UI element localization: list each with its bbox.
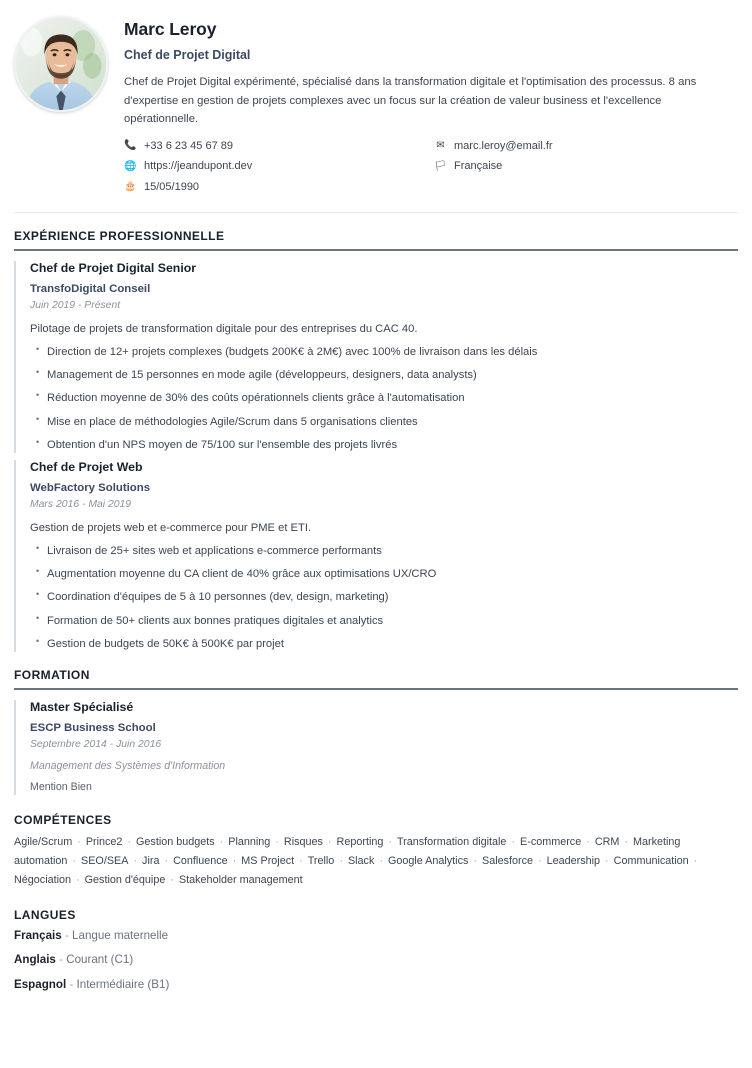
- skill-separator: ·: [161, 854, 172, 867]
- language-name: Anglais: [14, 953, 56, 967]
- list-item: • Livraison de 25+ sites web et applications e-commerce performants: [30, 543, 738, 559]
- skill-item: Négociation: [14, 874, 72, 887]
- contact-email-value: marc.leroy@email.fr: [454, 140, 553, 153]
- language-level: Langue maternelle: [72, 929, 169, 943]
- list-item: • Coordination d'équipes de 5 à 10 personnes (dev, design, marketing): [30, 589, 738, 605]
- education-degree: Master Spécialisé: [30, 700, 134, 715]
- email-icon: ✉: [436, 140, 445, 152]
- skill-separator: ·: [229, 854, 240, 867]
- globe-icon: 🌐: [124, 160, 137, 172]
- language-level: Courant (C1): [66, 953, 134, 967]
- list-item: [14, 977, 738, 992]
- education-entry: [14, 700, 738, 795]
- section-title-education: FORMATION: [14, 668, 90, 683]
- list-item: [14, 928, 738, 943]
- education-dates: Septembre 2014 - Juin 2016: [30, 738, 162, 750]
- skill-item: Gestion d'équipe: [84, 874, 166, 887]
- skill-separator: ·: [470, 854, 480, 867]
- experience-description: Pilotage de projets de transformation digitale pour des entreprises du CAC 40.: [30, 323, 418, 336]
- skill-item: Salesforce: [482, 854, 534, 867]
- skill-item: SEO/SEA: [81, 854, 129, 867]
- list-item: • Réduction moyenne de 30% des coûts opérationnels clients grâce à l'automatisation: [30, 390, 738, 406]
- skill-item: Slack: [347, 854, 375, 867]
- skill-item: Stakeholder management: [178, 874, 303, 887]
- birthday-icon: 🎂: [124, 180, 137, 192]
- list-item: • Gestion de budgets de 50K€ à 500K€ par projet: [30, 636, 738, 652]
- skill-item: Risques: [283, 835, 323, 848]
- skill-item: Marketing automation: [14, 835, 681, 867]
- page-title: Marc Leroy: [124, 19, 217, 39]
- resume-header: [14, 0, 738, 204]
- skill-separator: ·: [508, 835, 519, 848]
- skill-item: MS Project: [241, 854, 295, 867]
- contact-website[interactable]: [124, 159, 434, 173]
- experience-description: Gestion de projets web et e-commerce pour PME et ETI.: [30, 522, 312, 535]
- list-item: • Augmentation moyenne du CA client de 40% grâce aux optimisations UX/CRO: [30, 566, 738, 582]
- phone-icon: 📞: [124, 140, 137, 152]
- education-school: ESCP Business School: [30, 721, 156, 734]
- section-rule-experience: [14, 249, 738, 251]
- experience-company: WebFactory Solutions: [30, 481, 151, 494]
- header-divider: [14, 212, 738, 213]
- skill-item: Reporting: [336, 835, 384, 848]
- list-item: • Mise en place de méthodologies Agile/Scrum dans 5 organisations clientes: [30, 414, 738, 430]
- contact-email[interactable]: [434, 139, 738, 153]
- language-name: Espagnol: [14, 977, 67, 991]
- job-title: Chef de Projet Digital: [124, 48, 251, 63]
- skill-separator: ·: [376, 854, 386, 867]
- skill-separator: ·: [74, 835, 84, 848]
- contact-nationality: [434, 159, 738, 173]
- section-rule-education: [14, 688, 738, 690]
- language-separator: -: [69, 977, 74, 991]
- skill-separator: ·: [690, 854, 698, 867]
- avatar: [14, 16, 108, 112]
- skill-item: Gestion budgets: [136, 835, 215, 848]
- experience-role: Chef de Projet Digital Senior: [30, 261, 197, 276]
- language-separator: -: [59, 953, 63, 967]
- skill-separator: ·: [535, 854, 545, 867]
- skill-separator: ·: [621, 835, 632, 848]
- skill-separator: ·: [216, 835, 227, 848]
- skills-list: [14, 833, 734, 891]
- skill-separator: ·: [73, 874, 83, 887]
- skill-item: Jira: [142, 854, 160, 867]
- list-item: • Obtention d'un NPS moyen de 75/100 sur l'ensemble des projets livrés: [30, 437, 738, 453]
- experience-entry: [14, 460, 738, 652]
- skill-item: Leadership: [546, 854, 601, 867]
- skill-item: Agile/Scrum: [14, 835, 73, 848]
- skill-separator: ·: [324, 835, 335, 848]
- experience-dates: Juin 2019 - Présent: [30, 299, 121, 311]
- languages-list: [14, 928, 738, 991]
- list-item: • Formation de 50+ clients aux bonnes pratiques digitales et analytics: [30, 613, 738, 629]
- skill-item: Communication: [613, 854, 689, 867]
- contact-phone[interactable]: [124, 139, 434, 153]
- list-item: [14, 952, 738, 967]
- education-field: Management des Systèmes d'Information: [30, 760, 226, 773]
- contact-birthdate: [124, 180, 434, 194]
- skill-separator: ·: [385, 835, 395, 848]
- contact-phone-value: +33 6 23 45 67 89: [144, 140, 233, 153]
- flag-icon: 🏳: [434, 160, 447, 172]
- section-education: [14, 668, 738, 795]
- skill-separator: ·: [296, 854, 306, 867]
- section-title-languages: LANGUES: [14, 908, 76, 923]
- header-text-block: [124, 16, 738, 194]
- experience-bullets: [30, 344, 738, 453]
- avatar-photo: [16, 18, 106, 110]
- skill-separator: ·: [583, 835, 593, 848]
- skill-separator: ·: [602, 854, 612, 867]
- skill-separator: ·: [167, 874, 177, 887]
- section-title-skills: COMPÉTENCES: [14, 812, 112, 827]
- skill-separator: ·: [336, 854, 346, 867]
- experience-company: TransfoDigital Conseil: [30, 282, 151, 295]
- language-name: Français: [14, 929, 62, 943]
- section-title-experience: EXPÉRIENCE PROFESSIONNELLE: [14, 229, 225, 244]
- skill-item: CRM: [594, 835, 620, 848]
- contact-nationality-value: Française: [454, 160, 503, 173]
- skill-separator: ·: [272, 835, 282, 848]
- skill-separator: ·: [69, 854, 80, 867]
- language-level: Intermédiaire (B1): [76, 977, 170, 991]
- contact-website-value: https://jeandupont.dev: [144, 160, 253, 173]
- skill-separator: ·: [130, 854, 141, 867]
- section-languages: [14, 908, 738, 991]
- section-skills: [14, 813, 738, 891]
- experience-role: Chef de Projet Web: [30, 460, 143, 475]
- skill-item: Trello: [307, 854, 335, 867]
- section-experience: [14, 229, 738, 652]
- skill-item: E-commerce: [520, 835, 582, 848]
- education-note: Mention Bien: [30, 781, 92, 794]
- language-separator: -: [64, 929, 69, 943]
- contact-birthdate-value: 15/05/1990: [144, 180, 200, 193]
- skill-item: Planning: [228, 835, 271, 848]
- contact-details: [124, 139, 738, 194]
- profile-summary: Chef de Projet Digital expérimenté, spécialisé dans la transformation digitale et l'optimisation des processus. 8 ans d'expertise en gestion de projets complexes avec un focus sur la création de valeur business et l'excellence opérationnelle.: [124, 76, 697, 125]
- skill-item: Confluence: [173, 854, 228, 867]
- experience-dates: Mars 2016 - Mai 2019: [30, 498, 132, 510]
- skill-item: Google Analytics: [387, 854, 469, 867]
- skill-item: Prince2: [85, 835, 123, 848]
- experience-entry: [14, 261, 738, 453]
- list-item: • Direction de 12+ projets complexes (budgets 200K€ à 2M€) avec 100% de livraison dans les délais: [30, 344, 738, 360]
- skill-item: Transformation digitale: [396, 835, 507, 848]
- skill-separator: ·: [124, 835, 135, 848]
- list-item: • Management de 15 personnes en mode agile (développeurs, designers, data analysts): [30, 367, 738, 383]
- experience-bullets: [30, 543, 738, 652]
